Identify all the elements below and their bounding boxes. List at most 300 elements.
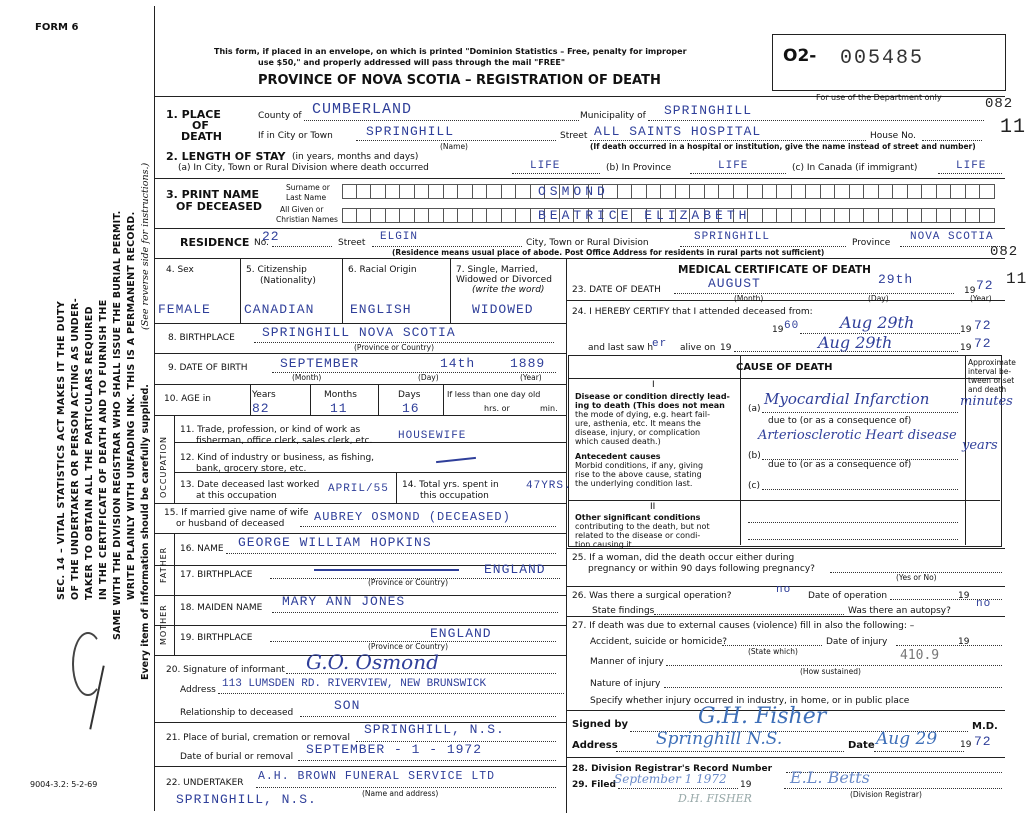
registration-prefix: O2- (783, 46, 817, 66)
months-label: Months (324, 390, 357, 400)
given-value: BEATRICE ELIZABETH (538, 208, 751, 223)
name-cell (618, 184, 633, 199)
dob-day-value: 14th (440, 356, 476, 371)
date-injury-label: Date of injury (826, 637, 888, 647)
rule (154, 415, 566, 416)
name-cell (777, 208, 792, 223)
undertaker-line (256, 787, 556, 788)
res-city-line (680, 246, 846, 247)
name-cell (980, 208, 995, 223)
death-day-value: 29th (878, 272, 914, 287)
attend-from-19: 19 (772, 325, 784, 335)
name-cell (415, 208, 430, 223)
name-cell (400, 208, 415, 223)
residence-city-label: City, Town or Rural Division (526, 238, 649, 248)
date-op-label: Date of operation (808, 591, 888, 601)
month-caption: (Month) (292, 373, 322, 382)
age-months-value: 11 (330, 401, 348, 416)
attend-from-value: Aug 29th (840, 313, 915, 332)
informant-address-value: 113 LUMSDEN RD. RIVERVIEW, NEW BRUNSWICK (222, 678, 487, 690)
mother-maiden-value: MARY ANN JONES (282, 594, 406, 609)
filed-19: 19 (740, 780, 752, 790)
name-cell (908, 208, 923, 223)
name-cell (792, 184, 807, 199)
undertaker-value: A.H. BROWN FUNERAL SERVICE LTD (258, 770, 496, 783)
alive-on-label: alive on (680, 343, 716, 353)
rule (250, 384, 251, 415)
code-082-2: 082 (990, 244, 1019, 260)
medical-certificate-title: MEDICAL CERTIFICATE OF DEATH (678, 264, 871, 276)
mother-label: MOTHER (159, 604, 168, 645)
name-cell (371, 208, 386, 223)
name-cell (487, 184, 502, 199)
informant-address-line (218, 693, 564, 694)
antecedent-line-2: Morbid conditions, if any, giving (575, 461, 704, 470)
of-label: OF (192, 119, 209, 132)
q27-label: 27. If death was due to external causes (violence) fill in also the following: – (572, 621, 915, 631)
injury-code-value: 410.9 (900, 648, 940, 663)
sex-label: 4. Sex (166, 265, 194, 275)
name-cell (371, 184, 386, 199)
residence-city-value: SPRINGHILL (694, 231, 771, 243)
name-cell (473, 184, 488, 199)
name-cell (386, 184, 401, 199)
print-name-label: 3. PRINT NAME (166, 188, 260, 201)
form-number: FORM 6 (35, 22, 79, 33)
dob-year-value: 1889 (510, 356, 546, 371)
racial-origin-label: 6. Racial Origin (348, 265, 417, 275)
name-cell (922, 184, 937, 199)
rule (154, 384, 566, 385)
name-cell (763, 208, 778, 223)
name-cell (458, 184, 473, 199)
signed-by-value: G.H. Fisher (698, 704, 827, 729)
citizenship-value: CANADIAN (244, 302, 315, 317)
division-registrar-caption: (Division Registrar) (850, 790, 922, 799)
spouse-line (300, 526, 556, 527)
residence-street-value: ELGIN (380, 231, 419, 243)
days-label: Days (398, 390, 421, 400)
name-cell (922, 208, 937, 223)
city-line (356, 140, 556, 141)
autopsy-value: no (976, 598, 992, 610)
name-cell (980, 184, 995, 199)
disease-line-2: ing to death (This does not mean (575, 401, 725, 410)
name-cell (429, 184, 444, 199)
rule (240, 258, 241, 323)
age-days-value: 16 (402, 401, 420, 416)
stay-a-value: LIFE (530, 160, 561, 172)
center-divider (566, 258, 567, 813)
relationship-value: SON (334, 698, 361, 713)
informant-signature: G.O. Osmond (306, 650, 439, 674)
res-no-line (272, 246, 332, 247)
name-cell (516, 208, 531, 223)
occ-12-dash (436, 457, 476, 463)
dob-month-value: SEPTEMBER (280, 356, 360, 371)
rule (154, 625, 566, 626)
name-cell (806, 184, 821, 199)
name-cell (864, 184, 879, 199)
stay-b-value: LIFE (718, 160, 749, 172)
relationship-label: Relationship to deceased (180, 708, 294, 718)
cause-a-line (762, 412, 958, 413)
accident-label: Accident, suicide or homicide? (590, 637, 728, 647)
county-value: CUMBERLAND (312, 101, 413, 118)
accident-line (722, 645, 822, 646)
occ-12-label-2: bank, grocery store, etc. (196, 464, 307, 474)
attend-year-value: 72 (974, 318, 992, 333)
rule (568, 500, 1000, 501)
name-cell (966, 184, 981, 199)
name-cell (719, 184, 734, 199)
last-name-label: Last Name (286, 193, 327, 202)
death-month-caption: (Month) (734, 294, 764, 303)
res-street-line (372, 246, 522, 247)
registrar-stamp: D.H. FISHER (678, 792, 752, 805)
rule (310, 384, 311, 415)
date-of-death-line (674, 293, 954, 294)
age-label: 10. AGE in (164, 394, 211, 404)
name-cell (937, 184, 952, 199)
filed-value: September 1 1972 (614, 772, 727, 786)
father-name-label: 16. NAME (180, 544, 224, 554)
occ-11-label-1: 11. Trade, profession, or kind of work as (180, 425, 361, 435)
rule (154, 766, 566, 767)
q28-label: 28. Division Registrar's Record Number (572, 764, 773, 774)
name-cell (342, 184, 357, 199)
marital-status-value: WIDOWED (472, 302, 534, 317)
rule (154, 353, 566, 354)
disease-line-6: which caused death.) (575, 437, 661, 446)
name-cell (821, 208, 836, 223)
state-findings-label: State findings (592, 606, 655, 616)
informant-address-label: Address (180, 685, 216, 695)
street-value: ALL SAINTS HOSPITAL (594, 124, 762, 139)
burial-date-value: SEPTEMBER - 1 - 1972 (306, 742, 483, 757)
last-saw-19: 19 (720, 343, 732, 353)
nature-label: Nature of injury (590, 679, 661, 689)
name-cell (879, 208, 894, 223)
mother-maiden-line (272, 612, 558, 613)
name-cell (850, 184, 865, 199)
other-line-1: Other significant conditions (575, 513, 701, 522)
cause-b-value: Arteriosclerotic Heart disease (758, 428, 957, 443)
hospital-note: (If death occurred in a hospital or institution, give the name instead of street and number) (590, 142, 976, 151)
mother-birthplace-label: 19. BIRTHPLACE (180, 633, 253, 643)
birthplace-caption: (Province or Country) (354, 343, 434, 352)
rule (154, 178, 1005, 179)
rule (154, 503, 566, 504)
father-birthplace-struck (314, 563, 459, 575)
father-name-value: GEORGE WILLIAM HOPKINS (238, 535, 432, 550)
name-cell (502, 184, 517, 199)
how-caption: (How sustained) (800, 667, 861, 676)
sig-date-line (874, 751, 964, 752)
house-line (922, 140, 982, 141)
date-injury-line (896, 645, 1002, 646)
name-cell (690, 184, 705, 199)
other-line-4: tion causing it. (575, 540, 635, 549)
roman-1: I (652, 380, 655, 390)
name-cell (806, 208, 821, 223)
death-day-caption: (Day) (868, 294, 889, 303)
sig-year-19: 19 (960, 740, 972, 750)
spouse-label-1: 15. If married give name of wife (164, 508, 309, 518)
specify-label: Specify whether injury occurred in industry, in home, or in public place (590, 696, 910, 706)
code-082: 082 (985, 96, 1014, 112)
length-of-stay-sub: (in years, months and days) (292, 152, 419, 162)
death-month-value: AUGUST (708, 276, 761, 291)
md-label: M.D. (972, 721, 998, 732)
rule (342, 258, 343, 323)
name-cell (386, 208, 401, 223)
disease-line-1: Disease or condition directly lead- (575, 392, 730, 401)
operation-value: no (776, 584, 792, 596)
hrs-label: hrs. or (484, 404, 510, 413)
father-birthplace-label: 17. BIRTHPLACE (180, 570, 253, 580)
rule (154, 258, 1005, 259)
municipality-line (648, 120, 984, 121)
name-cell (748, 184, 763, 199)
name-cell (444, 184, 459, 199)
certify-label: 24. I HEREBY CERTIFY that I attended deceased from: (572, 307, 813, 317)
last-saw-label: and last saw h (588, 343, 654, 353)
street-label: Street (560, 131, 588, 141)
stay-b-label: (b) In Province (606, 163, 672, 173)
marital-label-3: (write the word) (472, 285, 545, 295)
side-notice-1: SEC. 14 – VITAL STATISTICS ACT MAKES IT THE DUTY (56, 300, 67, 600)
registrar-value: E.L. Betts (790, 768, 870, 787)
name-cell (502, 208, 517, 223)
informant-label: 20. Signature of informant (166, 665, 285, 675)
name-cell (893, 208, 908, 223)
registrar-line (784, 788, 1002, 789)
name-cell (357, 184, 372, 199)
residence-street-label: Street (338, 238, 366, 248)
roman-2: II (650, 502, 656, 512)
house-label: House No. (870, 131, 917, 141)
sig-address-value: Springhill N.S. (656, 729, 783, 749)
cause-a-label: (a) (748, 404, 761, 414)
name-cell (705, 184, 720, 199)
q26-label: 26. Was there a surgical operation? (572, 591, 732, 601)
undertaker-address-value: SPRINGHILL, N.S. (176, 792, 317, 807)
death-year-caption: (Year) (970, 294, 992, 303)
manner-label: Manner of injury (590, 657, 664, 667)
interval-label-4: and death (968, 385, 1007, 394)
q25-label-1: 25. If a woman, did the death occur either during (572, 553, 795, 563)
name-cell (444, 208, 459, 223)
nationality-label: (Nationality) (260, 276, 316, 286)
rule (443, 384, 444, 415)
occ-13-label-1: 13. Date deceased last worked (180, 480, 320, 490)
name-cell (487, 208, 502, 223)
q29-label: 29. Filed (572, 780, 616, 790)
burial-value: SPRINGHILL, N.S. (364, 722, 505, 737)
name-cell (661, 184, 676, 199)
cause-b-label: (b) (748, 451, 761, 461)
municipality-label: Municipality of (580, 111, 646, 121)
other-line-b (748, 539, 958, 540)
mother-maiden-label: 18. MAIDEN NAME (180, 603, 263, 613)
day-caption: (Day) (418, 373, 439, 382)
other-line-a (748, 522, 958, 523)
citizenship-label: 5. Citizenship (246, 265, 307, 275)
name-cell (835, 208, 850, 223)
residence-no-value: 22 (262, 229, 280, 244)
code-11: 11 (1006, 270, 1028, 288)
surname-cells (342, 184, 995, 199)
father-birthplace-caption: (Province or Country) (368, 578, 448, 587)
name-cell (400, 184, 415, 199)
christian-label: Christian Names (276, 215, 338, 224)
name-cell (429, 208, 444, 223)
name-cell (835, 184, 850, 199)
name-cell (342, 208, 357, 223)
name-cell (850, 208, 865, 223)
occ-trade-value: HOUSEWIFE (398, 430, 467, 442)
due-to-2: due to (or as a consequence of) (768, 460, 912, 470)
name-cell (676, 184, 691, 199)
burial-date-line (298, 760, 556, 761)
marital-label-2: Widowed or Divorced (456, 275, 552, 285)
cause-c-label: (c) (748, 481, 760, 491)
rule (568, 378, 1000, 379)
side-notice-3: TAKER TO OBTAIN ALL THE PARTICULARS REQUIRED (84, 306, 95, 600)
city-value: SPRINGHILL (366, 124, 455, 139)
spouse-value: AUBREY OSMOND (DECEASED) (314, 510, 511, 524)
occ-14-label-2: this occupation (420, 491, 489, 501)
side-every-item: Every item of information should be carefully supplied. (140, 384, 151, 680)
relationship-line (300, 716, 556, 717)
birthplace-value: SPRINGHILL NOVA SCOTIA (262, 325, 456, 340)
name-cell (821, 184, 836, 199)
name-cell (415, 184, 430, 199)
residence-no-label: No. (254, 238, 269, 248)
min-label: min. (540, 404, 558, 413)
rule (396, 472, 397, 503)
notice-line-1: This form, if placed in an envelope, on which is printed "Dominion Statistics – Free, penalty for improper (214, 47, 687, 56)
rule (174, 415, 175, 503)
surname-label: Surname or (286, 183, 330, 192)
autopsy-label: Was there an autopsy? (848, 606, 951, 616)
stay-c-line (938, 173, 1002, 174)
county-label: County of (258, 111, 302, 121)
occ-11-label-2: fisherman, office clerk, sales clerk, etc. (196, 436, 373, 446)
cause-c-line (762, 489, 958, 490)
dept-use-note: For use of the Department only (816, 93, 942, 102)
name-cell (908, 184, 923, 199)
yes-no-caption: (Yes or No) (896, 573, 937, 582)
cause-of-death-title: CAUSE OF DEATH (736, 362, 833, 373)
residence-province-label: Province (852, 238, 891, 248)
rule (740, 355, 741, 545)
side-notice-6: WRITE PLAINLY WITH UNFADING INK. THIS IS A PERMANENT RECORD. (126, 211, 137, 600)
print-code: 9004-3.2: 5-2-69 (30, 780, 98, 789)
birthplace-label: 8. BIRTHPLACE (168, 333, 235, 343)
marital-label-1: 7. Single, Married, (456, 265, 538, 275)
name-cell (458, 208, 473, 223)
signed-by-label: Signed by (572, 719, 629, 730)
q29-line (618, 788, 738, 789)
interval-label-3: tween onset (968, 376, 1015, 385)
address-label: Address (572, 740, 618, 751)
residence-label: RESIDENCE (180, 236, 250, 249)
sig-year-value: 72 (974, 734, 992, 749)
place-label: 1. PLACE (166, 108, 221, 121)
side-notice-2: OF THE UNDERTAKER OR PERSON ACTING AS UNDER- (70, 297, 81, 600)
rule (154, 533, 566, 534)
mother-birthplace-value: ENGLAND (430, 626, 492, 641)
disease-line-5: disease, injury, or complication (575, 428, 701, 437)
other-line-2: contributing to the death, but not (575, 522, 710, 531)
name-cell (966, 208, 981, 223)
interval-label-2: interval be- (968, 367, 1012, 376)
last-saw-year-value: 72 (974, 336, 992, 351)
name-cell (937, 208, 952, 223)
given-label: All Given or (280, 205, 324, 214)
stay-c-value: LIFE (956, 160, 987, 172)
house-value: 11 (1000, 116, 1027, 139)
manner-line (666, 665, 1002, 666)
residence-note: (Residence means usual place of abode. Post Office Address for residents in rural parts not sufficient) (392, 248, 825, 257)
death-year-19: 19 (964, 286, 976, 296)
burial-label: 21. Place of burial, cremation or removal (166, 733, 350, 743)
name-cell (951, 208, 966, 223)
years-label: Years (252, 390, 276, 400)
occ-14-label-1: 14. Total yrs. spent in (402, 480, 499, 490)
name-cell (734, 184, 749, 199)
surname-value: OSMOND (538, 184, 609, 199)
stay-a-label: (a) In City, Town or Rural Division where death occurred (178, 163, 429, 173)
antecedent-line-4: the underlying condition last. (575, 479, 693, 488)
death-label: DEATH (181, 130, 223, 143)
street-line (590, 140, 866, 141)
disease-line-3: the mode of dying, e.g. heart fail- (575, 410, 710, 419)
rule (450, 258, 451, 323)
date-op-19: 19 (958, 591, 970, 601)
cause-a-value: Myocardial Infarction (764, 390, 930, 408)
undertaker-label: 22. UNDERTAKER (166, 778, 244, 788)
less-than-day-label: If less than one day old (447, 390, 541, 399)
antecedent-line-1: Antecedent causes (575, 452, 661, 461)
name-cell (632, 184, 647, 199)
other-line-3: related to the disease or condi- (575, 531, 701, 540)
cause-a-interval: minutes (960, 394, 1013, 409)
date-label: Date (848, 740, 875, 751)
name-cell (473, 208, 488, 223)
attend-from-pre: 60 (784, 320, 800, 332)
age-years-value: 82 (252, 401, 270, 416)
length-of-stay-label: 2. LENGTH OF STAY (166, 150, 286, 163)
last-saw-value: Aug 29th (818, 333, 893, 352)
antecedent-line-3: rise to the above cause, stating (575, 470, 702, 479)
stay-b-line (690, 173, 786, 174)
municipality-value: SPRINGHILL (664, 103, 753, 118)
name-cell (647, 184, 662, 199)
rule (566, 300, 1005, 301)
rule (174, 533, 175, 655)
mother-birthplace-caption: (Province or Country) (368, 642, 448, 651)
name-cell (951, 184, 966, 199)
father-label: FATHER (159, 546, 168, 583)
date-injury-19: 19 (958, 637, 970, 647)
interval-label-1: Approximate (968, 358, 1016, 367)
spouse-label-2: or husband of deceased (176, 519, 285, 529)
disease-line-4: ure, asthenia, etc. It means the (575, 419, 701, 428)
occ-12-label-1: 12. Kind of industry or business, as fishing, (180, 453, 375, 463)
